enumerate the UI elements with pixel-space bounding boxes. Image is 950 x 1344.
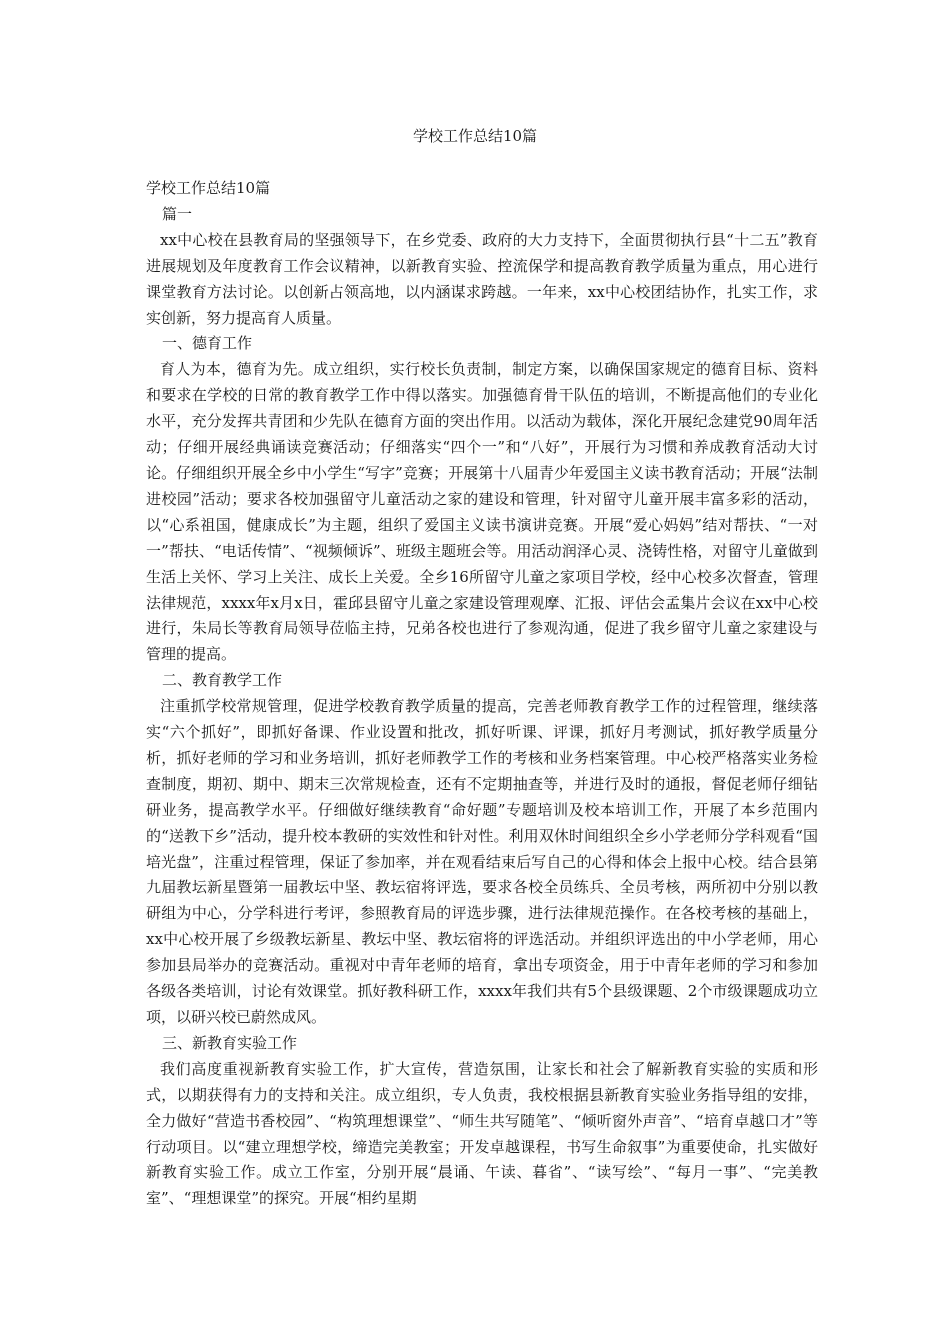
body-paragraph: 育人为本，德育为先。成立组织，实行校长负责制，制定方案，以确保国家规定的德育目标、资料和要求在学校的日常的教育教学工作中得以落实。加强德育骨干队伍的培训，不断提高他们的专业化水平，充分发挥共青团和少先队在德育方面的突出作用。以活动为载体，深化开展纪念建党90周年活动；仔细开展经典诵读竞赛活动；仔细落实“四个一”和“八好”，开展行为习惯和养成教育活动大讨论。仔细组织开展全乡中小学生“写字”竞赛；开展第十八届青少年爱国主义读书教育活动；开展“法制进校园”活动；要求各校加强留守儿童活动之家的建设和管理，针对留守儿童开展丰富多彩的活动，以“心系祖国，健康成长”为主题，组织了爱国主义读书演讲竞赛。开展“爱心妈妈”结对帮扶、“一对一”帮扶、“电话传情”、“视频倾诉”、班级主题班会等。用活动润泽心灵、浇铸性格，对留守儿童做到生活上关怀、学习上关注、成长上关爱。全乡16所留守儿童之家项目学校，经中心校多次督查，管理法律规范，xxxx年x月x日，霍邱县留守儿童之家建设管理观摩、汇报、评估会孟集片会议在xx中心校进行，朱局长等教育局领导莅临主持，兄弟各校也进行了参观沟通，促进了我乡留守儿童之家建设与管理的提高。 [146,360,818,664]
part-label: 篇一 [162,204,193,223]
section-heading: 一、德育工作 [162,334,253,353]
body-paragraph: 我们高度重视新教育实验工作，扩大宣传，营造氛围，让家长和社会了解新教育实验的实质和形式，以期获得有力的支持和关注。成立组织，专人负责，我校根据县新教育实验业务指导组的安排，全力做好“营造书香校园”、“构筑理想课堂”、“师生共写随笔”、“倾听窗外声音”、“培育卓越口才”等行动项目。以“建立理想学校，缔造完美教室；开发卓越课程，书写生命叙事”为重要使命，扎实做好新教育实验工作。成立工作室，分别开展“晨诵、午读、暮省”、“读写绘”、“每月一事”、“完美教室”、“理想课堂”的探究。开展“相约星期 [146,1059,818,1208]
body-paragraph: 注重抓学校常规管理，促进学校教育教学质量的提高，完善老师教育教学工作的过程管理，继续落实“六个抓好”，即抓好备课、作业设置和批改，抓好听课、评课，抓好月考测试，抓好教学质量分析，抓好老师的学习和业务培训，抓好老师教学工作的考核和业务档案管理。中心校严格落实业务检查制度，期初、期中、期末三次常规检查，还有不定期抽查等，并进行及时的通报，督促老师仔细钻研业务，提高教学水平。仔细做好继续教育“命好题”专题培训及校本培训工作，开展了本乡范围内的“送教下乡”活动，提升校本教研的实效性和针对性。利用双休时间组织全乡小学老师分学科观看“国培光盘”，注重过程管理，保证了参加率，并在观看结束后写自己的心得和体会上报中心校。结合县第九届教坛新星暨第一届教坛中坚、教坛宿将评选，要求各校全员练兵、全员考核，两所初中分别以教研组为中心，分学科进行考评，参照教育局的评选步骤，进行法律规范操作。在各校考核的基础上，xx中心校开展了乡级教坛新星、教坛中坚、教坛宿将的评选活动。并组织评选出的中小学老师，用心参加县局举办的竞赛活动。重视对中青年老师的培育，拿出专项资金，用于中青年老师的学习和参加各级各类培训，讨论有效课堂。抓好教科研工作，xxxx年我们共有5个县级课题、2个市级课题成功立项，以研兴校已蔚然成风。 [146,697,818,1026]
document-body [146,176,818,1212]
section-heading: 二、教育教学工作 [162,671,283,690]
document-subtitle: 学校工作总结10篇 [146,179,271,197]
section-heading: 三、新教育实验工作 [162,1033,298,1052]
body-paragraph: xx中心校在县教育局的坚强领导下，在乡党委、政府的大力支持下，全面贯彻执行县“十二五”教育进展规划及年度教育工作会议精神，以新教育实验、控流保学和提高教育教学质量为重点，用心进行课堂教育方法讨论。以创新占领高地，以内涵谋求跨越。一年来，xx中心校团结协作，扎实工作，求实创新，努力提高育人质量。 [146,230,818,327]
document-title: 学校工作总结10篇 [412,127,538,145]
